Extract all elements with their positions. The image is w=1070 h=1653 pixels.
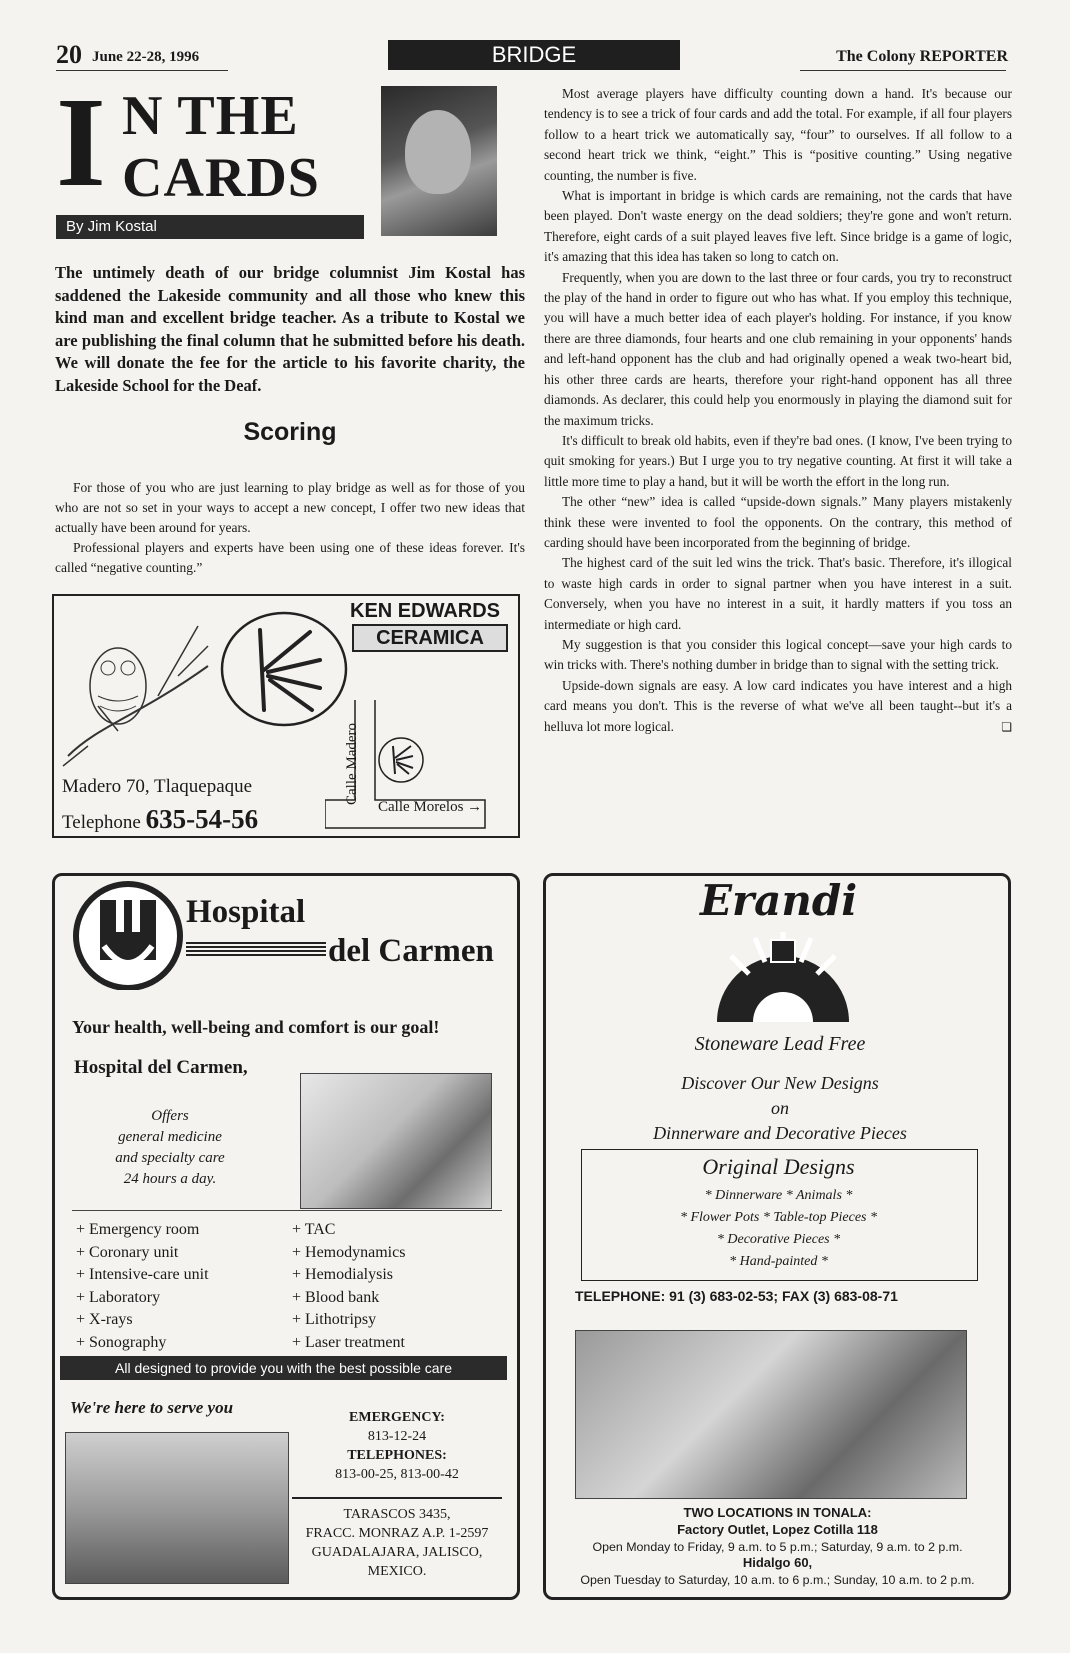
hospital-building-photo xyxy=(65,1432,289,1584)
services-left xyxy=(76,1219,209,1355)
service-item: + TAC xyxy=(292,1221,336,1238)
discover-line: on xyxy=(771,1098,789,1118)
article-left-column xyxy=(55,478,525,578)
hospital-contact xyxy=(292,1408,502,1484)
hospital-address xyxy=(292,1497,502,1581)
product-line: * Hand-painted * xyxy=(729,1254,828,1269)
ke-telephone xyxy=(62,804,258,835)
erandi-brand: Erandi xyxy=(700,876,858,925)
title-line-1: N THE xyxy=(122,85,299,147)
section-label: BRIDGE xyxy=(388,40,680,70)
paragraph-text: Upside-down signals are easy. A low card indicates you have interest and a high card means you don't. This is the reverse of what we've all been taught--but it's a helluva lot more logical. xyxy=(544,677,1012,734)
hospital-goal: Your health, well-being and comfort is our goal! xyxy=(72,1017,440,1037)
end-mark-icon: ❏ xyxy=(1001,719,1012,734)
hospital-logo-icon xyxy=(70,880,186,990)
location-2-name-text: Hidalgo 60, xyxy=(742,1555,813,1571)
address-line: FRACC. MONRAZ A.P. 1-2597 xyxy=(305,1526,489,1541)
service-item: + Hemodialysis xyxy=(292,1266,394,1284)
telephones-label: TELEPHONES: xyxy=(347,1448,447,1463)
services-list xyxy=(72,1210,502,1351)
service-item: + Lithotripsy xyxy=(292,1311,377,1329)
ke-subtitle: CERAMICA xyxy=(352,624,508,652)
author-face xyxy=(405,110,471,194)
service-item: + Laser treatment xyxy=(292,1333,405,1351)
paragraph: My suggestion is that you consider this logical concept—save your high cards to win tricks with. There's nothing dumber in bridge than to signal with the setting trick. xyxy=(544,636,1012,673)
service-item: + Emergency room xyxy=(76,1221,200,1238)
location-2-name xyxy=(550,1555,1005,1572)
hospital-offers xyxy=(90,1106,250,1190)
location-1-hours: Open Monday to Friday, 9 a.m. to 5 p.m.; Saturday, 9 a.m. to 2 p.m. xyxy=(592,1539,963,1554)
ke-business-name: KEN EDWARDS xyxy=(350,600,501,622)
paragraph: It's difficult to break old habits, even if they're bad ones. (I know, I've been trying to quit smoking for years.) But I urge you to try negative counting. At first it will take a little more time to play a hand, but it will be worth the effort in the long run. xyxy=(544,432,1012,489)
hospital-name: Hospital del Carmen, xyxy=(74,1057,248,1078)
service-item: + Intensive-care unit xyxy=(76,1266,209,1284)
erandi-discover xyxy=(600,1071,960,1146)
original-designs-title: Original Designs xyxy=(702,1154,855,1179)
service-item: + Laboratory xyxy=(76,1288,161,1306)
service-item: + Hemodynamics xyxy=(292,1243,406,1261)
product-line: * Decorative Pieces * xyxy=(716,1232,841,1247)
street-label-madero: Calle Madero xyxy=(344,722,360,806)
tel-number: 635-54-56 xyxy=(145,804,259,834)
service-item: + Sonography xyxy=(76,1333,167,1351)
street-label-morelos: Calle Morelos → xyxy=(378,799,483,815)
erandi-locations xyxy=(550,1505,1005,1589)
discover-line: Dinnerware and Decorative Pieces xyxy=(653,1123,907,1143)
emergency-number: 813-12-24 xyxy=(367,1429,427,1444)
byline: By Jim Kostal xyxy=(56,215,364,239)
masthead-rule-right xyxy=(800,70,1006,71)
offer-line: and specialty care xyxy=(115,1150,225,1166)
locations-title-text: TWO LOCATIONS IN TONALA: xyxy=(683,1505,872,1520)
hospital-interior-photo xyxy=(300,1073,492,1209)
paragraph: Most average players have difficulty counting down a hand. It's because our tendency is to see a trick of four cards and add the total. For example, if all four players follow to a heart trick we automatically say, “four” to ourselves. If all follow to a second heart trick we think, “eight.” This is “positive counting.” Using negative counting, the number is five. xyxy=(544,86,1012,183)
service-item: + Blood bank xyxy=(292,1288,380,1306)
paragraph xyxy=(544,676,1012,737)
paragraph: What is important in bridge is which cards are remaining, not the cards that have been played. Don't waste energy on the dead soldiers; they're gone and won't return. Therefore, eight cards of a suit played leaves five left. Since bridge is a game of logic, it's amazing that this idea has taken so long to catch on. xyxy=(544,188,1012,265)
title-stripes xyxy=(186,942,326,956)
paragraph: Frequently, when you are down to the last three or four cards, you try to reconstruct the play of the hand in order to figure out who has what. If you employ this technique, you will have a much better idea of each player's holding. For instance, if you know there are three diamonds, four hearts and one club remaining in your opponents' hands and left-hand opponent has the club and had originally opened a weak two-heart bid, his other three cards are hearts, therefore your right-hand opponent has all three diamonds. As declarer, this could help you enormously in playing the diamond suit for the maximum tricks. xyxy=(544,269,1012,428)
location-1-name-text: Factory Outlet, Lopez Cotilla 118 xyxy=(677,1521,878,1537)
emergency-label: EMERGENCY: xyxy=(349,1410,445,1425)
product-line: * Dinnerware * Animals * xyxy=(704,1188,853,1203)
erandi-telephone: TELEPHONE: 91 (3) 683-02-53; FAX (3) 683-08-71 xyxy=(575,1288,898,1304)
offer-line: general medicine xyxy=(118,1129,222,1145)
erandi-tagline: Stoneware Lead Free xyxy=(694,1033,866,1055)
service-item: + Coronary unit xyxy=(76,1243,179,1261)
tel-label: Telephone xyxy=(62,812,141,833)
product-line: * Flower Pots * Table-top Pieces * xyxy=(679,1210,878,1225)
service-item: + X-rays xyxy=(76,1311,133,1329)
tribute-intro: The untimely death of our bridge columnist Jim Kostal has saddened the Lakeside community and all those who knew this kind man and excellent bridge teacher. As a tribute to Kostal we are publishing the final column that he submitted before his death. We will donate the fee for the article to his favorite charity, the Lakeside School for the Deaf. xyxy=(55,263,525,395)
location-1-name xyxy=(550,1522,1005,1539)
offer-line: Offers xyxy=(151,1108,189,1124)
issue-date: June 22-28, 1996 xyxy=(92,49,200,65)
paragraph: For those of you who are just learning to play bridge as well as for those of you who are not so set in your ways to accept a new concept, I offer two new ideas that actually have been around for years. xyxy=(55,480,525,535)
title-initial: I xyxy=(56,71,106,213)
hospital-title-1: Hospital xyxy=(186,894,306,930)
owl-branch-illustration xyxy=(58,606,214,772)
services-right xyxy=(292,1219,405,1355)
article-right-column xyxy=(544,84,1012,737)
care-banner: All designed to provide you with the best possible care xyxy=(60,1356,507,1380)
paragraph: Professional players and experts have been using one of these ideas forever. It's called “negative counting.” xyxy=(55,540,525,575)
telephones-numbers: 813-00-25, 813-00-42 xyxy=(335,1467,459,1482)
page-number: 20 xyxy=(56,40,82,69)
offer-line: 24 hours a day. xyxy=(123,1171,217,1187)
discover-line: Discover Our New Designs xyxy=(681,1073,879,1093)
locations-title xyxy=(550,1505,1005,1522)
location-2-hours: Open Tuesday to Saturday, 10 a.m. to 6 p.m.; Sunday, 10 a.m. to 2 p.m. xyxy=(580,1573,975,1588)
hospital-title-2: del Carmen xyxy=(328,933,494,969)
address-line: TARASCOS 3435, xyxy=(343,1507,451,1522)
newspaper-name: The Colony REPORTER xyxy=(836,48,1008,65)
serve-slogan: We're here to serve you xyxy=(70,1398,234,1417)
address-line: MEXICO. xyxy=(367,1564,427,1579)
paragraph: The other “new” idea is called “upside-down signals.” Many players mistakenly think these were invented to fool the opponents. On the contrary, this method of carding should have been incorporated from the beginning of bridge. xyxy=(544,494,1012,550)
sun-logo-icon xyxy=(713,930,853,1026)
paragraph: The highest card of the suit led wins the trick. That's basic. Therefore, it's illogical to waste high cards in order to signal partner when you have interest in a suit. Conversely, when you have no interest in a suit, it hardly matters if you toss an intermediate or high card. xyxy=(544,555,1012,632)
ke-address: Madero 70, Tlaquepaque xyxy=(62,776,253,797)
title-line-2: CARDS xyxy=(122,147,320,209)
address-line: GUADALAJARA, JALISCO, xyxy=(311,1545,483,1560)
product-list xyxy=(581,1185,976,1273)
section-heading: Scoring xyxy=(243,418,337,446)
stoneware-photo xyxy=(575,1330,967,1499)
